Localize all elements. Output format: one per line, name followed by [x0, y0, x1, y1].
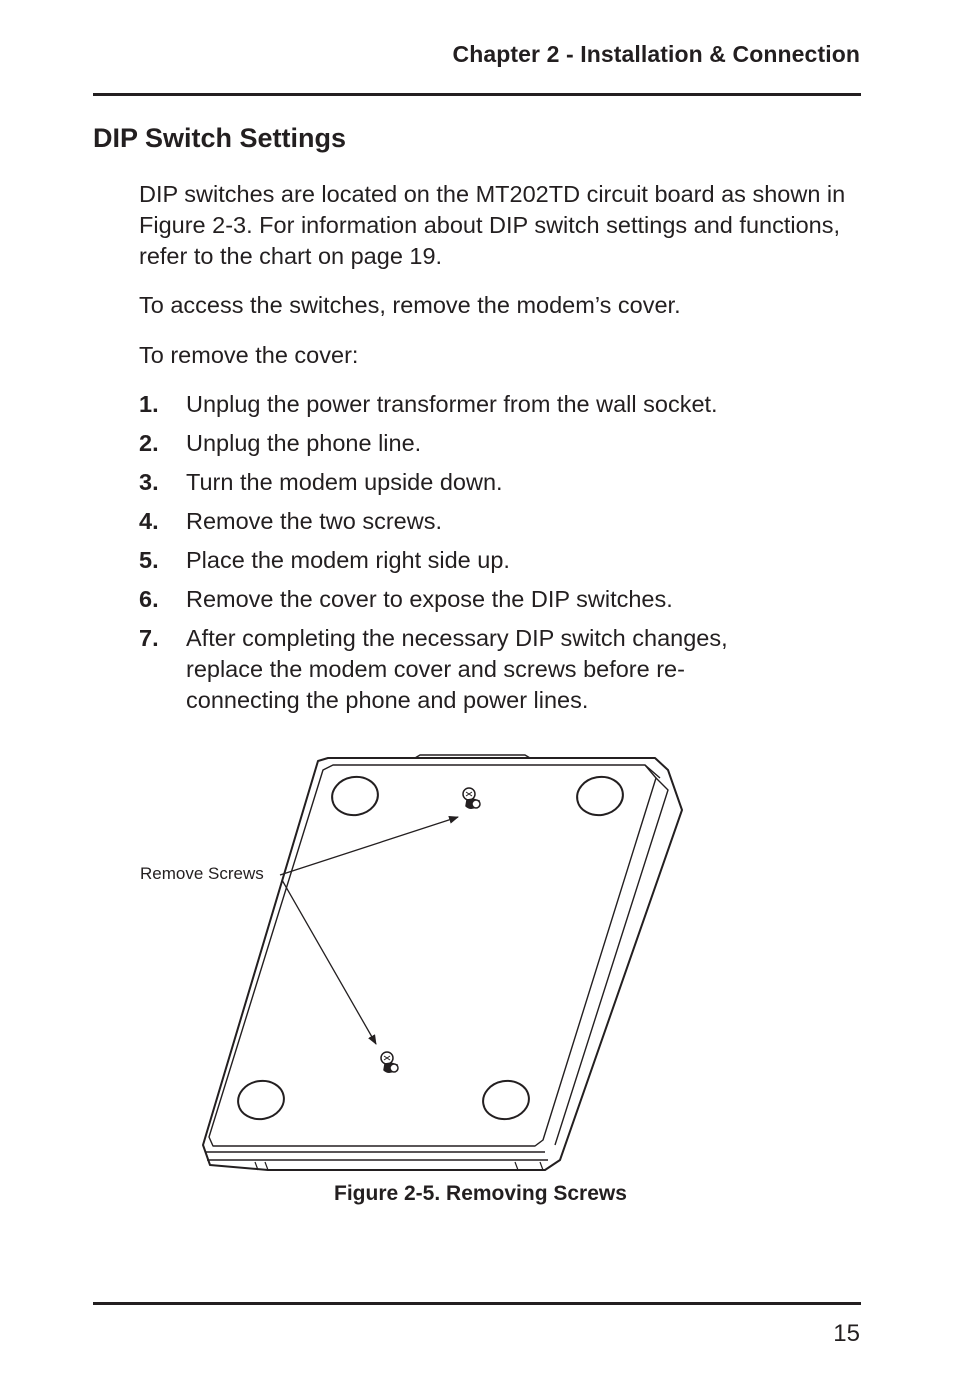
- step-item: [139, 428, 859, 459]
- intro-paragraph: DIP switches are located on the MT202TD circuit board as shown in Figure 2-3. For information about DIP switch settings and functions, refer to the chart on page 19.: [139, 181, 846, 269]
- step-text: Unplug the phone line.: [186, 430, 422, 456]
- step-text: Place the modem right side up.: [186, 547, 510, 573]
- access-paragraph: To access the switches, remove the modem’s cover.: [139, 292, 681, 318]
- step-number: 6.: [139, 586, 159, 612]
- remove-screws-callout: Remove Screws: [140, 864, 264, 883]
- step-text: Remove the two screws.: [186, 508, 442, 534]
- header-rule: [93, 93, 861, 96]
- step-number: 3.: [139, 469, 159, 495]
- rubber-foot: [480, 1077, 532, 1122]
- removal-steps-list: [139, 389, 859, 724]
- step-item: [139, 506, 859, 537]
- step-item: [139, 584, 859, 615]
- step-item: [139, 623, 859, 716]
- modem-body: [203, 755, 682, 1170]
- step-item: [139, 467, 859, 498]
- step-text: Turn the modem upside down.: [186, 469, 503, 495]
- step-item: [139, 389, 859, 420]
- screw-icon: [381, 1052, 398, 1072]
- step-text: Unplug the power transformer from the wall socket.: [186, 391, 718, 417]
- screw-icon: [463, 788, 480, 808]
- step-number: 2.: [139, 430, 159, 456]
- page-number: 15: [833, 1320, 860, 1347]
- callout-arrows: [280, 817, 458, 1044]
- step-number: 1.: [139, 391, 159, 417]
- chapter-header: Chapter 2 - Installation & Connection: [452, 41, 860, 67]
- rubber-foot: [329, 773, 381, 818]
- modem-underside-illustration: [130, 750, 730, 1180]
- step-text: Remove the cover to expose the DIP switches.: [186, 586, 673, 612]
- remove-cover-intro: To remove the cover:: [139, 342, 359, 368]
- step-number: 5.: [139, 547, 159, 573]
- step-number: 4.: [139, 508, 159, 534]
- footer-rule: [93, 1302, 861, 1305]
- rubber-foot: [574, 773, 626, 818]
- rubber-foot: [235, 1077, 287, 1122]
- step-number: 7.: [139, 625, 159, 651]
- figure-caption: Figure 2-5. Removing Screws: [334, 1182, 627, 1205]
- step-item: [139, 545, 859, 576]
- step-text: After completing the necessary DIP switch changes, replace the modem cover and screws before re-connecting the phone and power lines.: [186, 625, 728, 713]
- section-title: DIP Switch Settings: [93, 123, 347, 153]
